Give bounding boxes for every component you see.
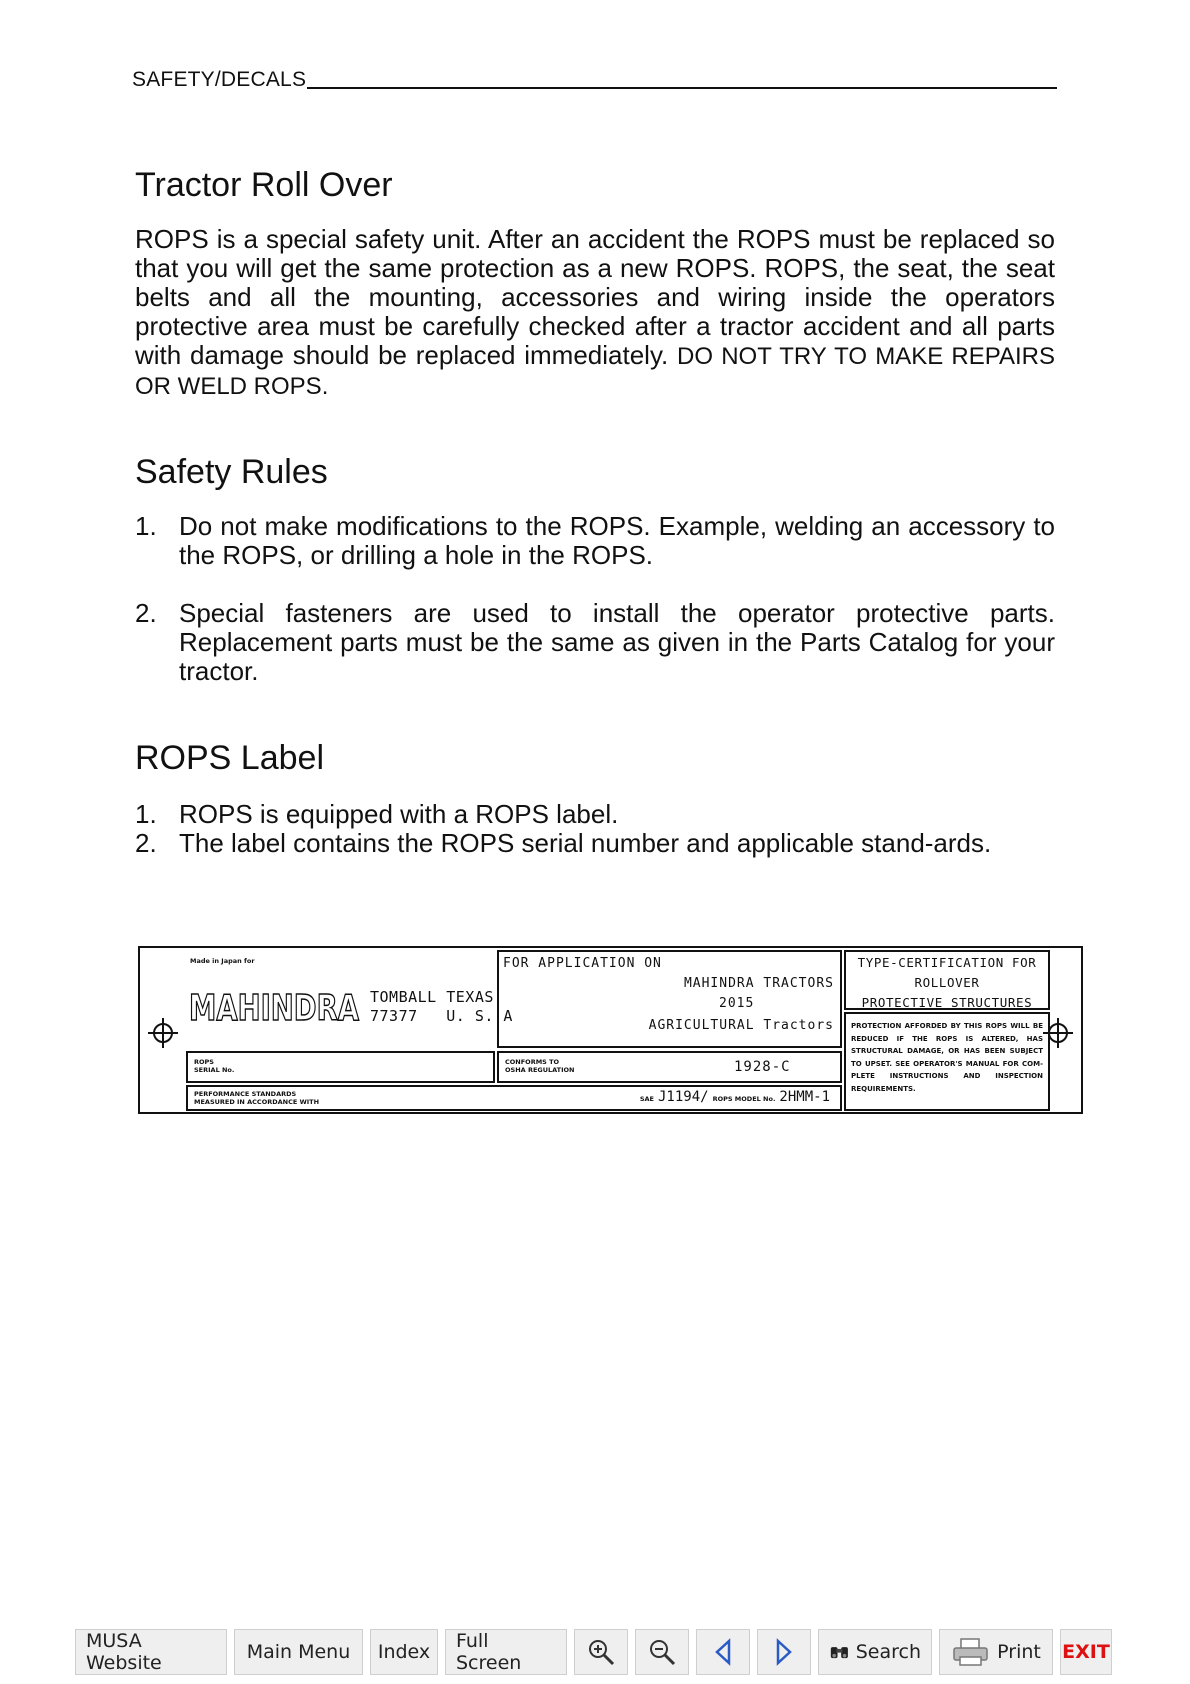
rollover-warning: DO NOT TRY TO MAKE REPAIRS OR WELD ROPS.	[135, 343, 1055, 400]
mahindra-logo	[186, 986, 362, 1028]
cert-line1: TYPE-CERTIFICATION FOR	[857, 955, 1037, 970]
header-title: SAFETY/DECALS	[132, 68, 307, 91]
main-menu-button[interactable]	[234, 1629, 363, 1675]
osha-box	[497, 1051, 842, 1083]
list-item	[135, 512, 1055, 570]
list-text: Do not make modifications to the ROPS. Example, welding an accessory to the ROPS, or drilling a hole in the ROPS.	[179, 511, 1055, 570]
print-button[interactable]	[939, 1629, 1053, 1675]
zoom-in-icon	[586, 1637, 616, 1667]
search-label: Search	[855, 1641, 921, 1663]
arrow-left-icon	[711, 1637, 735, 1667]
warning-box	[844, 1012, 1050, 1111]
osha-code: 1928-C	[734, 1059, 791, 1075]
application-line2: 2015	[719, 996, 755, 1011]
address-city: TOMBALL TEXAS	[370, 988, 494, 1006]
list-number: 1.	[135, 799, 157, 829]
arrow-right-icon	[772, 1637, 796, 1667]
list-item	[135, 800, 1055, 829]
serial-box	[186, 1051, 495, 1083]
printer-icon	[951, 1637, 991, 1667]
application-box	[497, 950, 842, 1048]
navigation-toolbar	[75, 1629, 1112, 1675]
search-button[interactable]	[818, 1629, 932, 1675]
cert-line3: PROTECTIVE STRUCTURES	[861, 995, 1033, 1010]
list-text: Special fasteners are used to install the operator protective parts. Replacement parts must be the same as given in the Parts Catalog for your tractor.	[179, 598, 1055, 686]
certification-box	[844, 950, 1050, 1010]
musa-website-label: MUSA Website	[86, 1630, 162, 1674]
standards-values	[640, 1089, 830, 1105]
rops-label-title: ROPS Label	[135, 739, 324, 777]
safety-rules-list	[135, 512, 1055, 686]
exit-button[interactable]	[1060, 1629, 1112, 1675]
osha-label: CONFORMS TO OSHA REGULATION	[505, 1058, 575, 1074]
rops-decal	[138, 946, 1083, 1114]
brand-block	[186, 986, 513, 1028]
sae-prefix: SAE	[639, 1095, 654, 1103]
index-label: Index	[377, 1641, 431, 1663]
zoom-out-button[interactable]	[635, 1629, 689, 1675]
application-line3: AGRICULTURAL Tractors	[648, 1018, 834, 1033]
zoom-in-button[interactable]	[574, 1629, 628, 1675]
full-screen-label: Full Screen	[456, 1630, 522, 1674]
crosshair-icon	[148, 1018, 178, 1048]
header-rule	[307, 87, 1057, 89]
cert-line2: ROLLOVER	[914, 975, 980, 990]
sae-code: J1194/	[657, 1089, 709, 1105]
rollover-text: ROPS is a special safety unit. After an accident the ROPS must be replaced so that you will get the same protection as a new ROPS. ROPS, the seat, the seat belts and all the mounting, accessories and wiring inside the operators protective area must be carefully checked after a tractor accident and all parts with damage should be replaced immediately.	[135, 224, 1055, 370]
rollover-title: Tractor Roll Over	[135, 166, 393, 204]
standards-label: PERFORMANCE STANDARDS MEASURED IN ACCORDANCE WITH	[194, 1090, 320, 1106]
warning-text: PROTECTION AFFORDED BY THIS ROPS WILL BE REDUCED IF THE ROPS IS ALTERED, HAS STRUCTURAL DAMAGE, OR HAS BEEN SUBJECT TO UPSET. SEE OPERATOR'S MANUAL FOR COM-PLETE INSTRUCTIONS AND INSPECTION REQUIREMENTS.	[851, 1022, 1043, 1093]
rops-label-list	[135, 800, 1055, 858]
list-text: ROPS is equipped with a ROPS label.	[179, 799, 619, 829]
next-page-button[interactable]	[757, 1629, 811, 1675]
print-label: Print	[997, 1641, 1041, 1663]
index-button[interactable]	[370, 1629, 438, 1675]
list-item	[135, 599, 1055, 686]
full-screen-button[interactable]	[445, 1629, 567, 1675]
brand-text: MAHINDRA	[189, 988, 360, 1028]
main-menu-label: Main Menu	[246, 1641, 351, 1663]
list-number: 1.	[135, 511, 157, 541]
application-header: FOR APPLICATION ON	[503, 956, 662, 971]
page-header	[132, 68, 1057, 92]
musa-website-button[interactable]	[75, 1629, 227, 1675]
standards-box	[186, 1085, 842, 1111]
address-zip: 77377 U. S. A	[370, 1007, 513, 1025]
model-code: 2HMM-1	[779, 1089, 830, 1105]
address-block	[370, 988, 513, 1026]
rollover-body	[135, 225, 1055, 401]
application-line1: MAHINDRA TRACTORS	[683, 976, 834, 991]
serial-label: ROPS SERIAL No.	[194, 1058, 235, 1074]
previous-page-button[interactable]	[696, 1629, 750, 1675]
safety-rules-title: Safety Rules	[135, 453, 328, 491]
zoom-out-icon	[647, 1637, 677, 1667]
model-prefix: ROPS MODEL No.	[712, 1095, 776, 1103]
list-item	[135, 829, 1055, 858]
list-text: The label contains the ROPS serial number and applicable stand-ards.	[179, 828, 992, 858]
binoculars-icon	[829, 1638, 850, 1666]
list-number: 2.	[135, 598, 157, 628]
made-in-text: Made in Japan for	[190, 957, 255, 965]
exit-label: EXIT	[1062, 1641, 1110, 1663]
list-number: 2.	[135, 828, 157, 858]
